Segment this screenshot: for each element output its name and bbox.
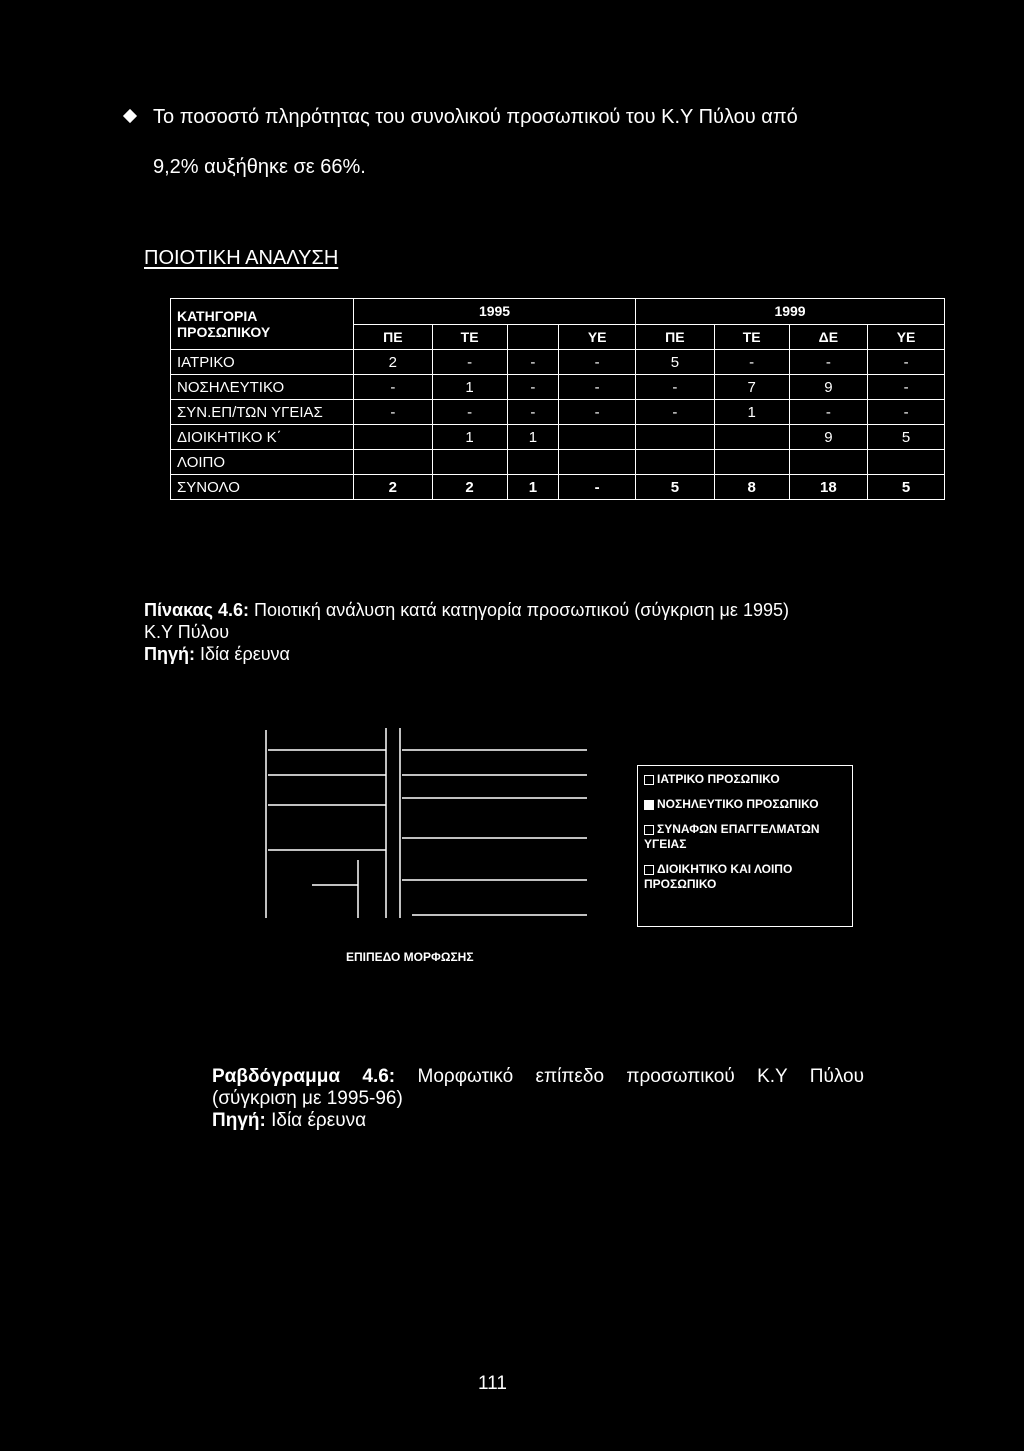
table-cell: [507, 450, 559, 475]
column-header: ΠΕ: [636, 324, 715, 350]
table-cell: 9: [789, 375, 868, 400]
column-header: ΤΕ: [714, 324, 789, 350]
table-cell: -: [559, 400, 636, 425]
table-cell: -: [714, 350, 789, 375]
category-header-line2: ΠΡΟΣΩΠΙΚΟΥ: [177, 324, 271, 340]
table-cell: -: [507, 375, 559, 400]
table-row: [171, 425, 945, 450]
table-cell: [714, 450, 789, 475]
section-heading: ΠΟΙΟΤΙΚΗ ΑΝΑΛΥΣΗ: [144, 247, 339, 269]
table-cell: 5: [636, 350, 715, 375]
table-cell: [636, 425, 715, 450]
table-cell: -: [354, 400, 433, 425]
table-cell: [789, 450, 868, 475]
legend-label: ΣΥΝΑΦΩΝ ΕΠΑΓΓΕΛΜΑΤΩΝ ΥΓΕΙΑΣ: [644, 822, 820, 851]
table-cell: 2: [432, 475, 507, 500]
legend-swatch: [644, 865, 654, 875]
legend-item-admin: [644, 862, 846, 892]
legend-label: ΙΑΤΡΙΚΟ ΠΡΟΣΩΠΙΚΟ: [657, 772, 780, 786]
table-row: [171, 475, 945, 500]
table-body: [171, 350, 945, 500]
table-cell: [432, 450, 507, 475]
table-cell: [559, 450, 636, 475]
table-cell: -: [868, 375, 945, 400]
table-cell: -: [559, 350, 636, 375]
table-cell: -: [432, 350, 507, 375]
table-cell: -: [868, 350, 945, 375]
table-source-text: Ιδία έρευνα: [195, 644, 290, 664]
legend-item-allied-health: [644, 822, 846, 852]
chart-legend: [637, 765, 853, 927]
table-cell: 2: [354, 475, 433, 500]
chart-source-text: Ιδία έρευνα: [265, 1110, 367, 1131]
legend-swatch: [644, 775, 654, 785]
year-1999-header: 1999: [636, 299, 945, 325]
table-cell: 1: [432, 425, 507, 450]
table-caption: [144, 600, 789, 621]
table-cell: -: [432, 400, 507, 425]
table-cell: 7: [714, 375, 789, 400]
table-source: [144, 644, 290, 665]
diamond-bullet-icon: [123, 109, 137, 123]
column-header: ΥΕ: [868, 324, 945, 350]
chart-caption: [212, 1066, 864, 1088]
table-caption-label: Πίνακας 4.6:: [144, 600, 249, 620]
row-label: ΙΑΤΡΙΚΟ: [171, 350, 354, 375]
table-cell: [714, 425, 789, 450]
legend-item-medical: [644, 772, 846, 787]
table-cell: 1: [432, 375, 507, 400]
table-cell: -: [868, 400, 945, 425]
table-cell: 5: [868, 475, 945, 500]
table-caption-text: Ποιοτική ανάλυση κατά κατηγορία προσωπικού (σύγκριση με 1995): [248, 600, 789, 620]
row-label: ΣΥΝ.ΕΠ/ΤΩΝ ΥΓΕΙΑΣ: [171, 400, 354, 425]
table-cell: -: [559, 375, 636, 400]
table-cell: 5: [636, 475, 715, 500]
table-cell: -: [636, 375, 715, 400]
row-label: ΛΟΙΠΟ: [171, 450, 354, 475]
table-cell: -: [559, 475, 636, 500]
column-header: ΥΕ: [559, 324, 636, 350]
legend-swatch: [644, 825, 654, 835]
table-cell: 1: [507, 425, 559, 450]
row-label: ΝΟΣΗΛΕΥΤΙΚΟ: [171, 375, 354, 400]
table-row: [171, 450, 945, 475]
table-cell: -: [507, 350, 559, 375]
bullet-paragraph: [125, 106, 798, 129]
table-cell: -: [789, 350, 868, 375]
table-cell: [559, 425, 636, 450]
row-label: ΣΥΝΟΛΟ: [171, 475, 354, 500]
table-cell: 18: [789, 475, 868, 500]
chart-caption-line2: (σύγκριση με 1995-96): [212, 1088, 403, 1109]
table-cell: 8: [714, 475, 789, 500]
legend-label: ΝΟΣΗΛΕΥΤΙΚΟ ΠΡΟΣΩΠΙΚΟ: [657, 797, 819, 811]
bullet-continuation: 9,2% αυξήθηκε σε 66%.: [153, 156, 366, 178]
table-cell: -: [789, 400, 868, 425]
table-cell: [354, 425, 433, 450]
table-cell: 1: [507, 475, 559, 500]
table-caption-line2: Κ.Υ Πύλου: [144, 622, 230, 642]
legend-item-nursing: [644, 797, 846, 812]
column-header: ΠΕ: [354, 324, 433, 350]
table-row: [171, 375, 945, 400]
education-level-chart: [262, 720, 592, 920]
table-row: [171, 400, 945, 425]
chart-caption-label: Ραβδόγραμμα 4.6:: [212, 1066, 396, 1087]
chart-caption-text: Μορφωτικό επίπεδο προσωπικού Κ.Υ Πύλου: [395, 1066, 865, 1087]
table-year-row: [171, 299, 945, 325]
chart-x-label: ΕΠΙΠΕΔΟ ΜΟΡΦΩΣΗΣ: [346, 950, 474, 964]
year-1995-header: 1995: [354, 299, 636, 325]
chart-source: [212, 1110, 366, 1132]
table-cell: [354, 450, 433, 475]
table-cell: -: [636, 400, 715, 425]
column-header: ΤΕ: [432, 324, 507, 350]
table-row: [171, 350, 945, 375]
table-cell: 1: [714, 400, 789, 425]
table-cell: 5: [868, 425, 945, 450]
legend-swatch: [644, 800, 654, 810]
column-header: ΔΕ: [789, 324, 868, 350]
table-cell: -: [354, 375, 433, 400]
quality-analysis-table: [170, 298, 950, 576]
table-cell: 9: [789, 425, 868, 450]
table-cell: [868, 450, 945, 475]
legend-label: ΔΙΟΙΚΗΤΙΚΟ ΚΑΙ ΛΟΙΠΟ ΠΡΟΣΩΠΙΚΟ: [644, 862, 793, 891]
table-cell: -: [507, 400, 559, 425]
page-number: 111: [478, 1373, 507, 1394]
table-cell: [636, 450, 715, 475]
bullet-text: Το ποσοστό πληρότητας του συνολικού προσωπικού του Κ.Υ Πύλου από: [153, 106, 798, 128]
table-source-label: Πηγή:: [144, 644, 195, 664]
table-cell: 2: [354, 350, 433, 375]
chart-source-label: Πηγή:: [212, 1110, 266, 1131]
row-label: ΔΙΟΙΚΗΤΙΚΟ Κ΄: [171, 425, 354, 450]
category-header-line1: ΚΑΤΗΓΟΡΙΑ: [177, 308, 258, 324]
column-header: [507, 324, 559, 350]
